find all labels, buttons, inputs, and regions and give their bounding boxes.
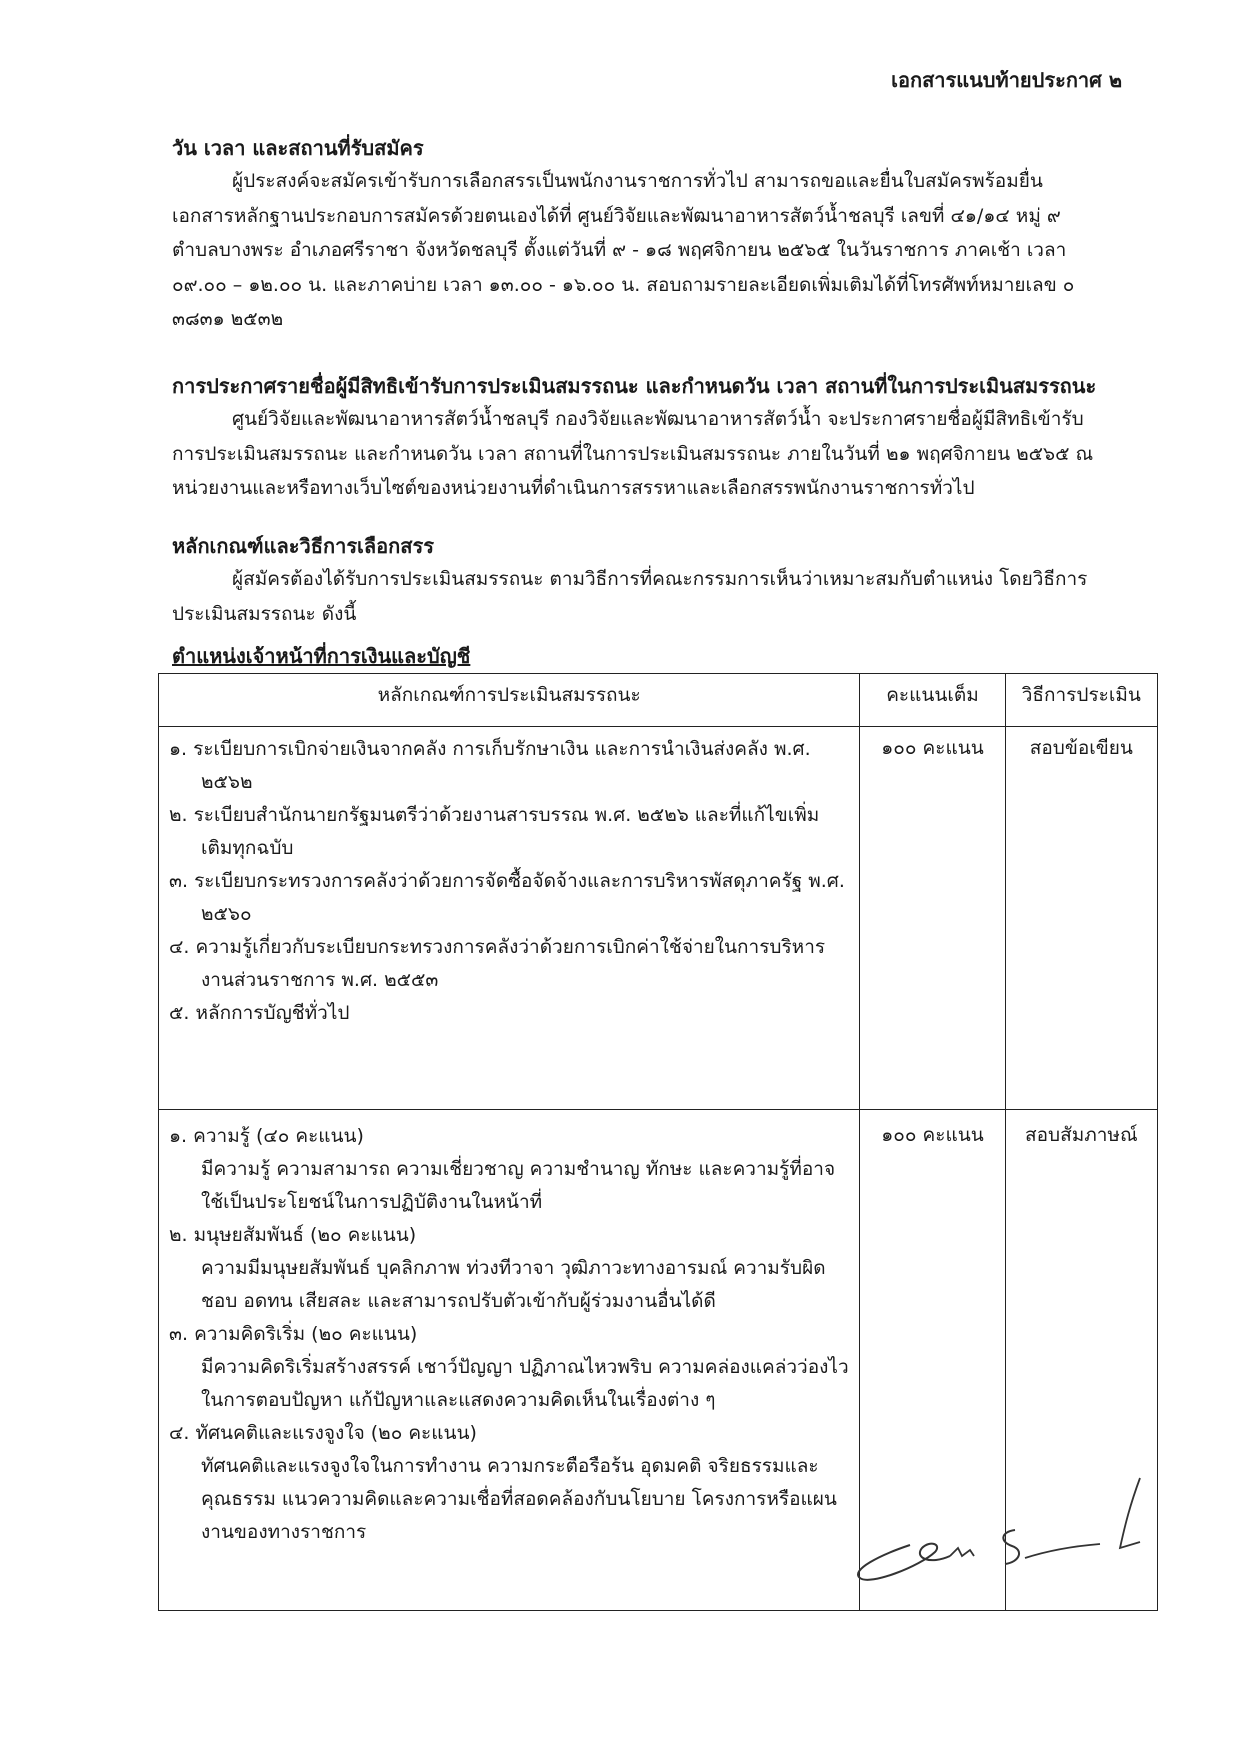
criteria-item-head: ๔. ทัศนคติและแรงจูงใจ (๒๐ คะแนน) [169, 1422, 477, 1444]
section-body: ศูนย์วิจัยและพัฒนาอาหารสัตว์น้ำชลบุรี กองวิจัยและพัฒนาอาหารสัตว์น้ำ จะประกาศรายชื่อผู้มีสิทธิเข้ารับการประเมินสมรรถนะ และกำหนดวัน เวลา สถานที่ในการประเมินสมรรถนะ ภายในวันที่ ๒๑ พฤศจิกายน ๒๕๖๕ ณ หน่วยงานและหรือทางเว็บไซต์ของหน่วยงานที่ดำเนินการสรรหาและเลือกสรรพนักงานราชการทั่วไป [172, 408, 1094, 499]
score-cell: ๑๐๐ คะแนน [860, 1110, 1005, 1611]
attachment-label: เอกสารแนบท้ายประกาศ ๒ [891, 68, 1122, 92]
section-application-schedule [172, 132, 1097, 337]
criteria-item-detail: ความมีมนุษยสัมพันธ์ บุคลิกภาพ ท่วงทีวาจา วุฒิภาวะทางอารมณ์ ความรับผิดชอบ อดทน เสียสละ และสามารถปรับตัวเข้ากับผู้ร่วมงานอื่นได้ดี [201, 1257, 826, 1312]
criteria-cell [159, 727, 860, 1110]
table-header-row [159, 674, 1158, 727]
criteria-item: ๒. ระเบียบสำนักนายกรัฐมนตรีว่าด้วยงานสารบรรณ พ.ศ. ๒๕๒๖ และที่แก้ไขเพิ่มเติมทุกฉบับ [169, 804, 820, 859]
position-title: ตำแหน่งเจ้าหน้าที่การเงินและบัญชี [172, 644, 471, 668]
criteria-item-head: ๑. ความรู้ (๔๐ คะแนน) [169, 1125, 364, 1147]
criteria-item: ๓. ระเบียบกระทรวงการคลังว่าด้วยการจัดซื้อจัดจ้างและการบริหารพัสดุภาครัฐ พ.ศ. ๒๕๖๐ [169, 870, 845, 925]
criteria-cell [159, 1110, 860, 1611]
section-body: ผู้สมัครต้องได้รับการประเมินสมรรถนะ ตามวิธีการที่คณะกรรมการเห็นว่าเหมาะสมกับตำแหน่ง โดยวิธีการประเมินสมรรถนะ ดังนี้ [172, 568, 1088, 625]
section-selection-criteria [172, 530, 1097, 631]
criteria-item: ๑. ระเบียบการเบิกจ่ายเงินจากคลัง การเก็บรักษาเงิน และการนำเงินส่งคลัง พ.ศ. ๒๕๖๒ [169, 738, 811, 793]
criteria-item-head: ๓. ความคิดริเริ่ม (๒๐ คะแนน) [169, 1323, 418, 1345]
header-score: คะแนนเต็ม [860, 674, 1005, 727]
criteria-item: ๔. ความรู้เกี่ยวกับระเบียบกระทรวงการคลังว่าด้วยการเบิกค่าใช้จ่ายในการบริหารงานส่วนราชการ พ.ศ. ๒๕๕๓ [169, 936, 826, 991]
section-candidate-announcement [172, 370, 1097, 506]
section-title: วัน เวลา และสถานที่รับสมัคร [172, 136, 424, 160]
section-title: หลักเกณฑ์และวิธีการเลือกสรร [172, 534, 434, 558]
criteria-item-detail: ทัศนคติและแรงจูงใจในการทำงาน ความกระตือรือร้น อุดมคติ จริยธรรมและคุณธรรม แนวความคิดและความเชื่อที่สอดคล้องกับนโยบาย โครงการหรือแผนงานของทางราชการ [201, 1455, 837, 1543]
section-title: การประกาศรายชื่อผู้มีสิทธิเข้ารับการประเมินสมรรถนะ และกำหนดวัน เวลา สถานที่ในการประเมินสมรรถนะ [172, 374, 1097, 398]
section-body: ผู้ประสงค์จะสมัครเข้ารับการเลือกสรรเป็นพนักงานราชการทั่วไป สามารถขอและยื่นใบสมัครพร้อมยื่นเอกสารหลักฐานประกอบการสมัครด้วยตนเองได้ที่ ศูนย์วิจัยและพัฒนาอาหารสัตว์น้ำชลบุรี เลขที่ ๔๑/๑๔ หมู่ ๙ ตำบลบางพระ อำเภอศรีราชา จังหวัดชลบุรี ตั้งแต่วันที่ ๙ - ๑๘ พฤศจิกายน ๒๕๖๕ ในวันราชการ ภาคเช้า เวลา ๐๙.๐๐ – ๑๒.๐๐ น. และภาคบ่าย เวลา ๑๓.๐๐ - ๑๖.๐๐ น. สอบถามรายละเอียดเพิ่มเติมได้ที่โทรศัพท์หมายเลข ๐ ๓๘๓๑ ๒๕๓๒ [172, 170, 1075, 330]
score-cell: ๑๐๐ คะแนน [860, 727, 1005, 1110]
table-row [159, 727, 1158, 1110]
signature-image [840, 1470, 1170, 1600]
method-cell: สอบข้อเขียน [1005, 727, 1157, 1110]
method-cell: สอบสัมภาษณ์ [1005, 1110, 1157, 1611]
header-criteria: หลักเกณฑ์การประเมินสมรรถนะ [159, 674, 860, 727]
header-method: วิธีการประเมิน [1005, 674, 1157, 727]
criteria-item-detail: มีความคิดริเริ่มสร้างสรรค์ เชาว์ปัญญา ปฏิภาณไหวพริบ ความคล่องแคล่วว่องไวในการตอบปัญหา แก้ปัญหาและแสดงความคิดเห็นในเรื่องต่าง ๆ [201, 1356, 849, 1411]
criteria-item-head: ๒. มนุษยสัมพันธ์ (๒๐ คะแนน) [169, 1224, 417, 1246]
criteria-item: ๕. หลักการบัญชีทั่วไป [169, 1002, 350, 1024]
criteria-item-detail: มีความรู้ ความสามารถ ความเชี่ยวชาญ ความชำนาญ ทักษะ และความรู้ที่อาจใช้เป็นประโยชน์ในการปฏิบัติงานในหน้าที่ [201, 1158, 836, 1213]
